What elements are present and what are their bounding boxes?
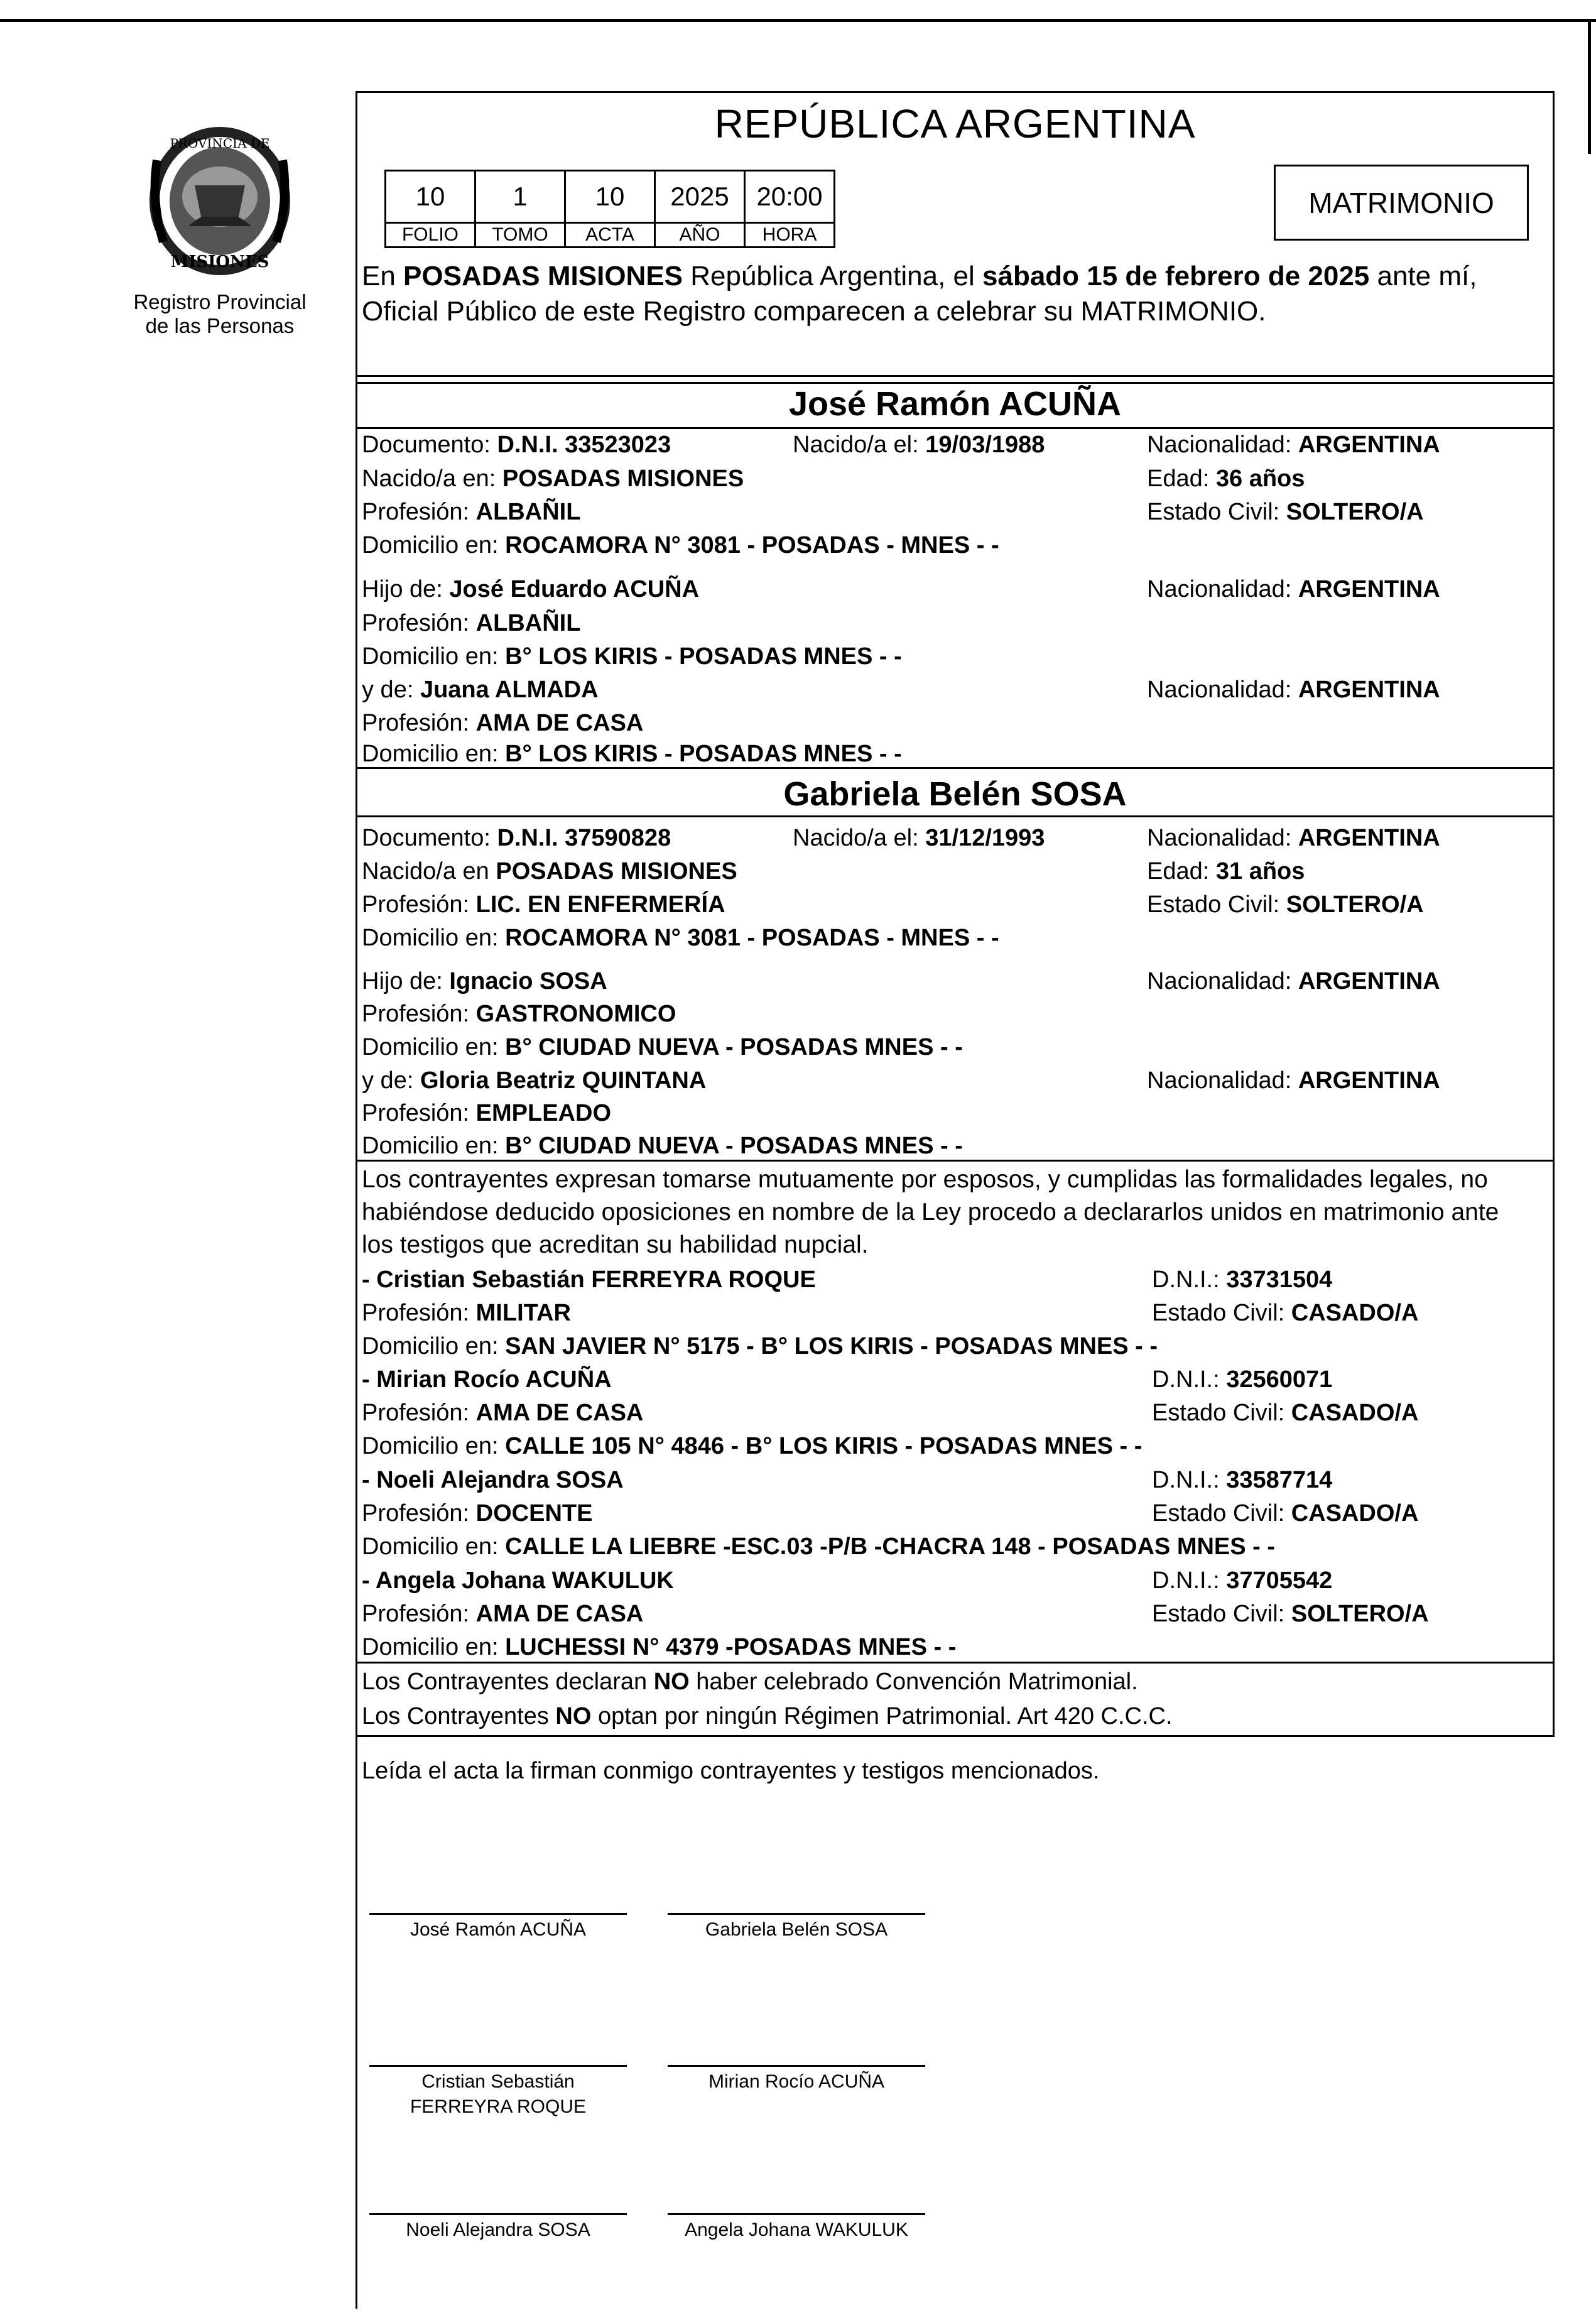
divider — [356, 382, 1555, 384]
hour-label: HORA — [745, 223, 835, 248]
witness-3-address: Domicilio en: CALLE LA LIEBRE -ESC.03 -P/B -CHACRA 148 - POSADAS MNES - - — [362, 1533, 1276, 1560]
groom-father-profession: Profesión: ALBAÑIL — [362, 610, 581, 636]
witness-2-civil-status: Estado Civil: CASADO/A — [1152, 1400, 1419, 1426]
seal-emblem-icon — [144, 123, 295, 280]
signature-line — [369, 1913, 627, 1915]
groom-mother-nationality: Nacionalidad: ARGENTINA — [1147, 677, 1440, 703]
groom-nationality: Nacionalidad: ARGENTINA — [1147, 432, 1440, 458]
groom-birthplace: Nacido/a en: POSADAS MISIONES — [362, 466, 744, 492]
bride-father: Hijo de: Ignacio SOSA — [362, 968, 607, 994]
hour-value: 20:00 — [745, 171, 835, 223]
bride-document: Documento: D.N.I. 37590828 — [362, 825, 671, 851]
bride-father-address: Domicilio en: B° CIUDAD NUEVA - POSADAS MNES - - — [362, 1034, 963, 1060]
record-type-box: MATRIMONIO — [1274, 165, 1529, 241]
frame-right — [1553, 91, 1555, 1737]
bride-father-nationality: Nacionalidad: ARGENTINA — [1147, 968, 1440, 994]
groom-father-address: Domicilio en: B° LOS KIRIS - POSADAS MNES - - — [362, 643, 902, 670]
folio-value: 10 — [386, 171, 475, 223]
witness-1-civil-status: Estado Civil: CASADO/A — [1152, 1300, 1419, 1326]
year-value: 2025 — [655, 171, 745, 223]
divider — [356, 1662, 1555, 1664]
bride-mother-address: Domicilio en: B° CIUDAD NUEVA - POSADAS MNES - - — [362, 1133, 963, 1159]
groom-age: Edad: 36 años — [1147, 466, 1305, 492]
witness-1-dni: D.N.I.: 33731504 — [1152, 1266, 1333, 1293]
witness-3-dni: D.N.I.: 33587714 — [1152, 1467, 1333, 1493]
bride-birthdate: Nacido/a el: 31/12/1993 — [793, 825, 1045, 851]
bride-birthplace: Nacido/a en POSADAS MISIONES — [362, 858, 737, 885]
signature-line — [369, 2065, 627, 2067]
bride-address: Domicilio en: ROCAMORA N° 3081 - POSADAS - MNES - - — [362, 925, 999, 951]
declaration-paragraph — [362, 1163, 1552, 1261]
groom-father-nationality: Nacionalidad: ARGENTINA — [1147, 576, 1440, 602]
registry-line-2: de las Personas — [145, 314, 295, 337]
intro-paragraph — [362, 259, 1549, 329]
intro-place: POSADAS MISIONES — [403, 261, 683, 291]
seal-text-top: PROVINCIA DE — [170, 136, 270, 151]
signature-bride: Gabriela Belén SOSA — [705, 1919, 888, 1940]
groom-profession: Profesión: ALBAÑIL — [362, 499, 581, 525]
divider — [356, 1735, 1555, 1737]
convention-statement: Los Contrayentes declaran NO haber celebrado Convención Matrimonial. — [362, 1669, 1138, 1695]
intro-t3: ante mí, — [1369, 261, 1477, 291]
witness-2-address: Domicilio en: CALLE 105 N° 4846 - B° LOS KIRIS - POSADAS MNES - - — [362, 1433, 1143, 1459]
witness-4-name: - Angela Johana WAKULUK — [362, 1567, 674, 1594]
acta-label: ACTA — [565, 223, 655, 248]
acta-value: 10 — [565, 171, 655, 223]
witness-3-civil-status: Estado Civil: CASADO/A — [1152, 1500, 1419, 1527]
divider — [356, 1160, 1555, 1162]
closing-statement: Leída el acta la firman conmigo contrayentes y testigos mencionados. — [362, 1758, 1100, 1784]
registry-line-1: Registro Provincial — [133, 290, 307, 313]
intro-t1: En — [362, 261, 404, 291]
intro-date: sábado 15 de febrero de 2025 — [982, 261, 1370, 291]
divider — [356, 815, 1555, 817]
folio-label: FOLIO — [386, 223, 475, 248]
witness-1-name: - Cristian Sebastián FERREYRA ROQUE — [362, 1266, 816, 1293]
regime-statement: Los Contrayentes NO optan por ningún Régimen Patrimonial. Art 420 C.C.C. — [362, 1703, 1173, 1729]
provincial-seal — [144, 123, 295, 280]
declaration-line-3: los testigos que acreditan su habilidad nupcial. — [362, 1231, 869, 1258]
groom-civil-status: Estado Civil: SOLTERO/A — [1147, 499, 1424, 525]
groom-mother-profession: Profesión: AMA DE CASA — [362, 710, 644, 736]
witness-4-profession: Profesión: AMA DE CASA — [362, 1601, 644, 1627]
divider — [356, 427, 1555, 429]
signature-line — [668, 2065, 925, 2067]
bride-name: Gabriela Belén SOSA — [783, 775, 1127, 813]
seal-text-bottom: MISIONES — [170, 253, 269, 271]
bride-nationality: Nacionalidad: ARGENTINA — [1147, 825, 1440, 851]
witness-4-address: Domicilio en: LUCHESSI N° 4379 -POSADAS MNES - - — [362, 1634, 957, 1660]
frame-left — [356, 91, 357, 2309]
signature-witness-1: Cristian Sebastián FERREYRA ROQUE — [410, 2071, 587, 2117]
groom-mother-address: Domicilio en: B° LOS KIRIS - POSADAS MNES - - — [362, 741, 902, 767]
bride-mother-profession: Profesión: EMPLEADO — [362, 1100, 612, 1126]
witness-2-name: - Mirian Rocío ACUÑA — [362, 1366, 612, 1393]
declaration-line-2: habiéndose deducido oposiciones en nombre de la Ley procedo a declararlos unidos en matrimonio ante — [362, 1199, 1499, 1226]
witness-2-dni: D.N.I.: 32560071 — [1152, 1366, 1333, 1393]
bride-father-profession: Profesión: GASTRONOMICO — [362, 1001, 676, 1027]
witness-2-profession: Profesión: AMA DE CASA — [362, 1400, 644, 1426]
witness-1-address: Domicilio en: SAN JAVIER N° 5175 - B° LOS KIRIS - POSADAS MNES - - — [362, 1333, 1158, 1359]
tomo-label: TOMO — [475, 223, 565, 248]
witness-4-civil-status: Estado Civil: SOLTERO/A — [1152, 1601, 1429, 1627]
folio-table — [384, 170, 835, 248]
signature-line — [668, 2213, 925, 2215]
divider — [356, 375, 1555, 377]
witness-1-profession: Profesión: MILITAR — [362, 1300, 571, 1326]
frame-top — [356, 91, 1555, 93]
groom-address: Domicilio en: ROCAMORA N° 3081 - POSADAS - MNES - - — [362, 532, 999, 558]
bride-civil-status: Estado Civil: SOLTERO/A — [1147, 891, 1424, 918]
intro-t2: República Argentina, el — [683, 261, 982, 291]
groom-birthdate: Nacido/a el: 19/03/1988 — [793, 432, 1045, 458]
document-title: REPÚBLICA ARGENTINA — [714, 101, 1196, 146]
groom-document: Documento: D.N.I. 33523023 — [362, 432, 671, 458]
signature-witness-3: Noeli Alejandra SOSA — [406, 2219, 590, 2240]
witness-3-profession: Profesión: DOCENTE — [362, 1500, 593, 1527]
intro-line2: Oficial Público de este Registro comparecen a celebrar su MATRIMONIO. — [362, 296, 1266, 327]
groom-name: José Ramón ACUÑA — [788, 385, 1122, 423]
page-right-rule — [1588, 19, 1591, 154]
signature-line — [369, 2213, 627, 2215]
bride-age: Edad: 31 años — [1147, 858, 1305, 885]
bride-mother-nationality: Nacionalidad: ARGENTINA — [1147, 1067, 1440, 1094]
witness-4-dni: D.N.I.: 37705542 — [1152, 1567, 1333, 1594]
year-label: AÑO — [655, 223, 745, 248]
bride-mother: y de: Gloria Beatriz QUINTANA — [362, 1067, 707, 1094]
page-top-rule — [0, 19, 1596, 22]
signature-groom: José Ramón ACUÑA — [410, 1919, 587, 1940]
tomo-value: 1 — [475, 171, 565, 223]
signature-witness-2: Mirian Rocío ACUÑA — [708, 2071, 885, 2092]
groom-father: Hijo de: José Eduardo ACUÑA — [362, 576, 700, 602]
bride-profession: Profesión: LIC. EN ENFERMERÍA — [362, 891, 725, 918]
signature-line — [668, 1913, 925, 1915]
registry-caption — [119, 290, 320, 338]
groom-mother: y de: Juana ALMADA — [362, 677, 599, 703]
signature-witness-4: Angela Johana WAKULUK — [685, 2219, 908, 2240]
witness-3-name: - Noeli Alejandra SOSA — [362, 1467, 624, 1493]
declaration-line-1: Los contrayentes expresan tomarse mutuamente por esposos, y cumplidas las formalidades legales, no — [362, 1166, 1488, 1193]
